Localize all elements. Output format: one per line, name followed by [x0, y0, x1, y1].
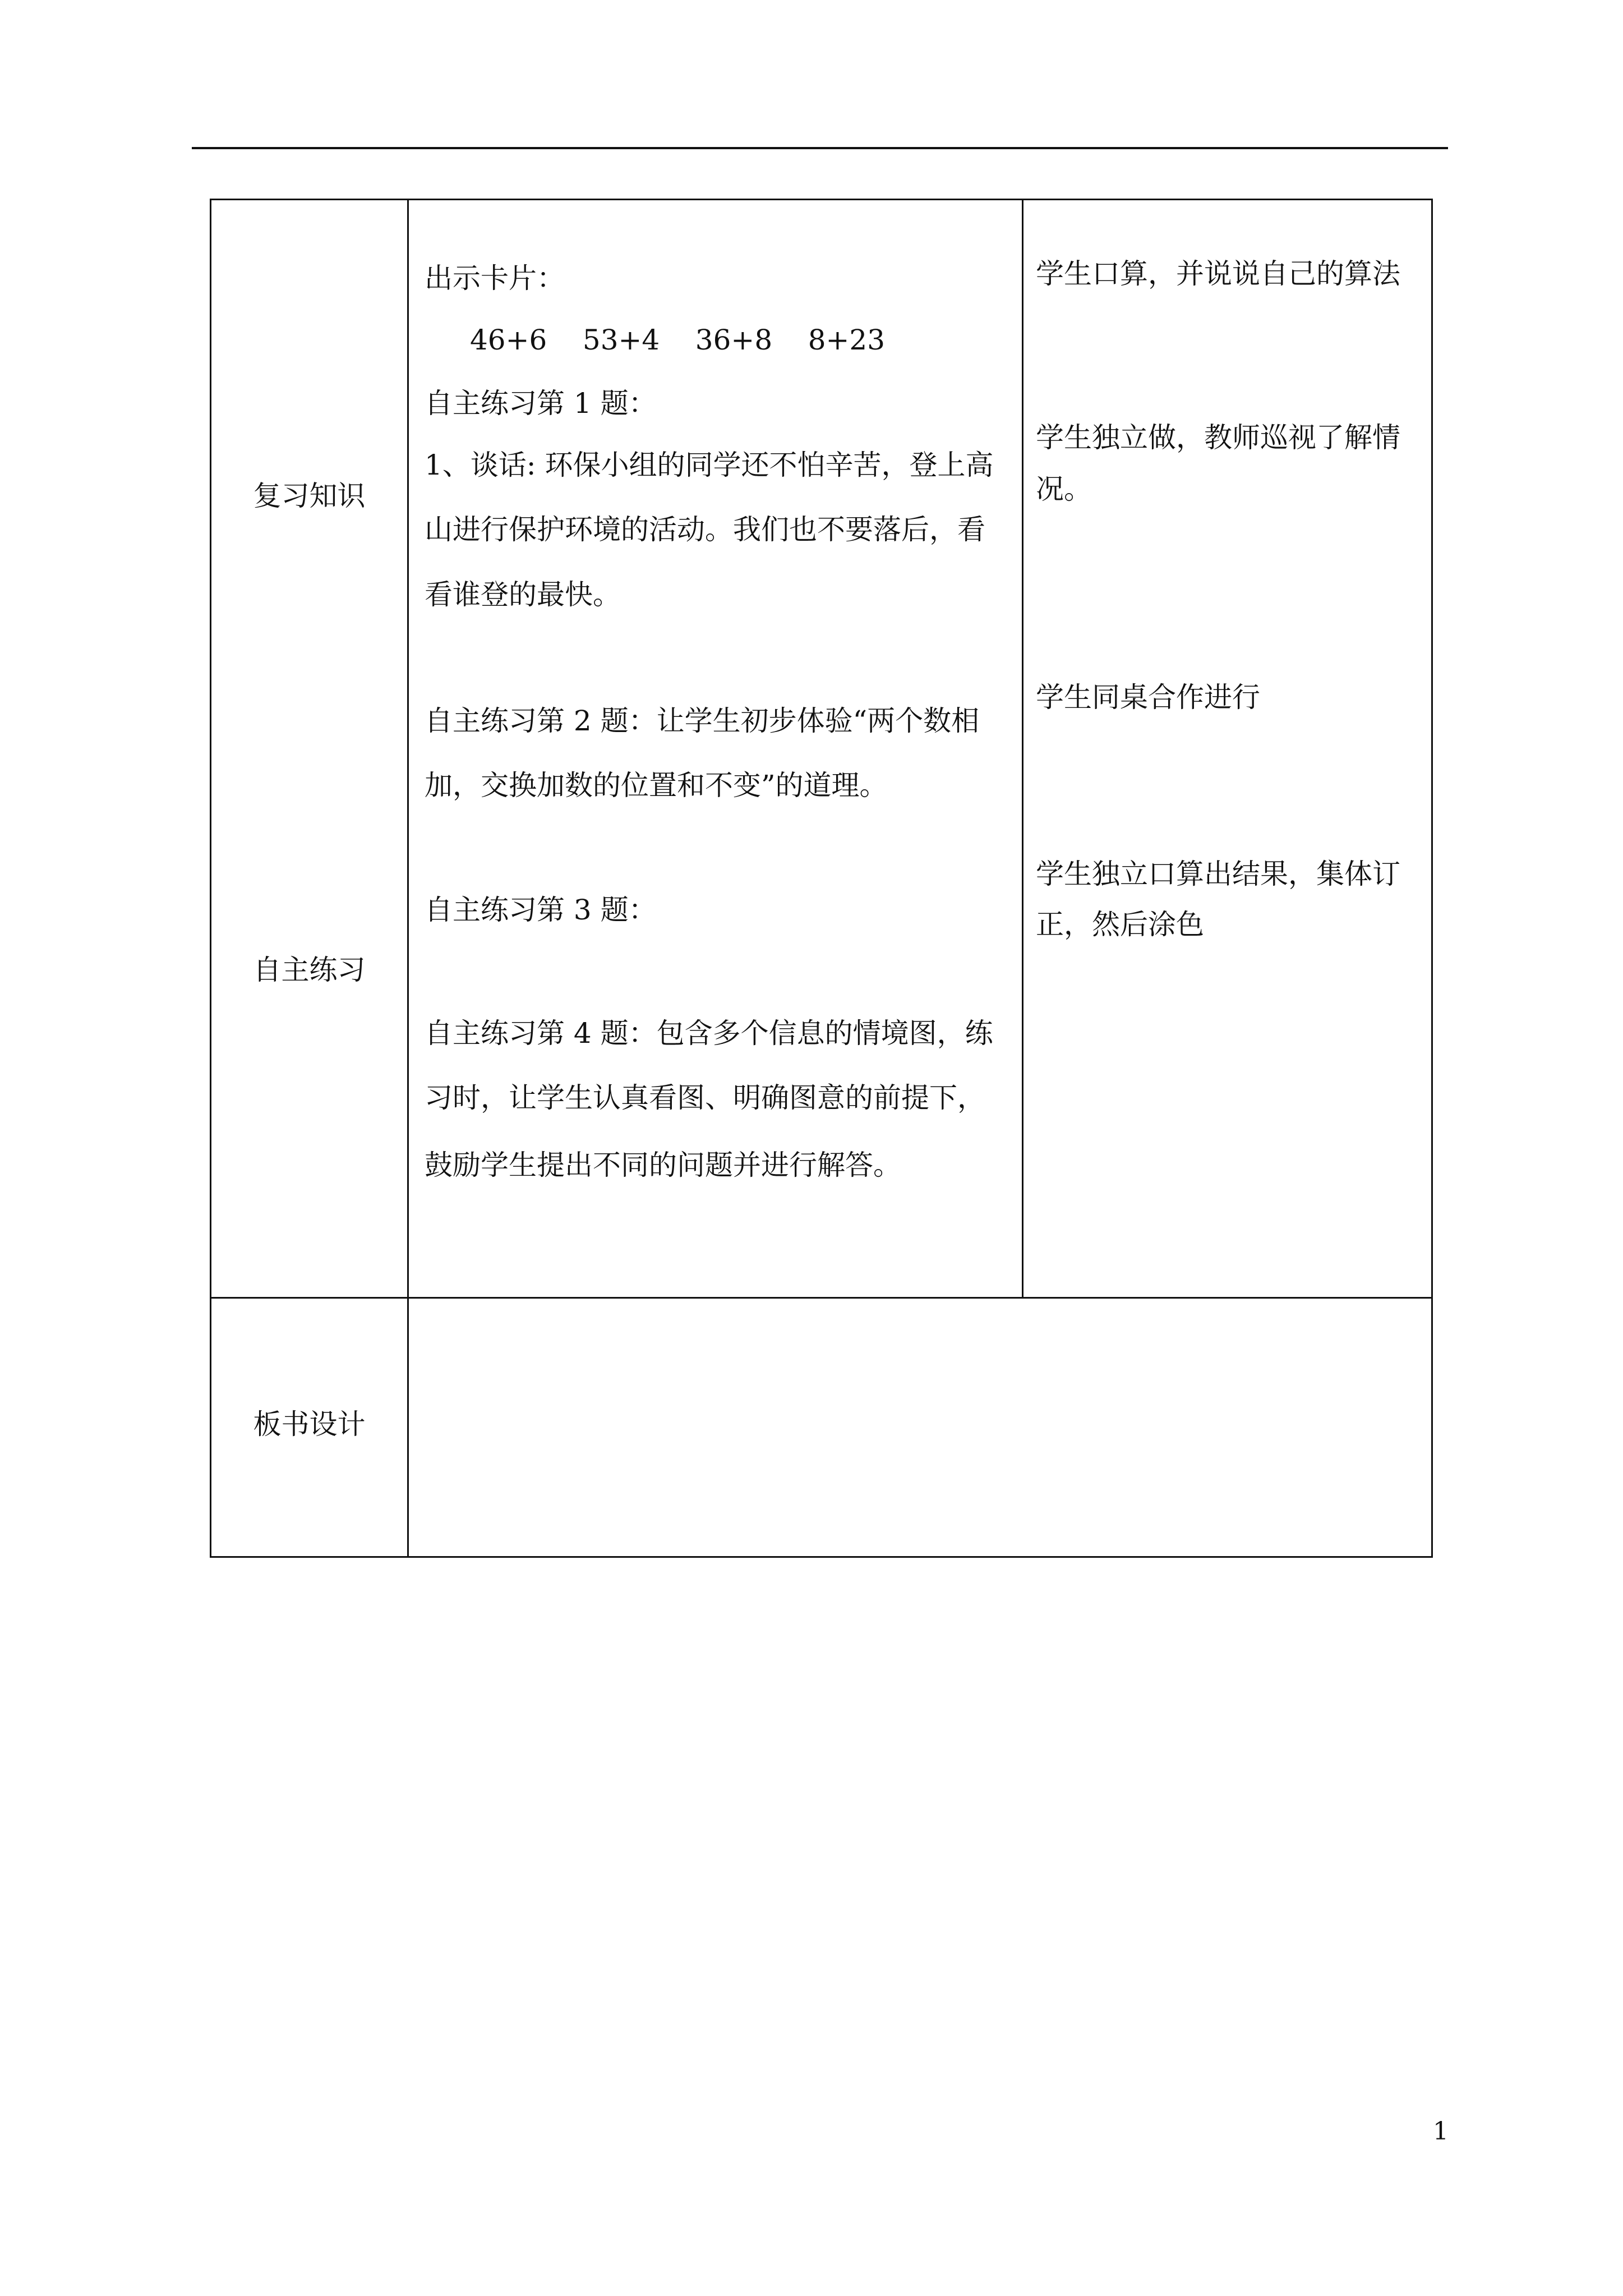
- exercise-1-line-3: 看谁登的最快。: [425, 578, 621, 611]
- card-problems-line: 46+6 53+4 36+8 8+23: [470, 324, 886, 356]
- review-practice-row: [211, 200, 1432, 1298]
- exercise-4-line-2: 习时，让学生认真看图、明确图意的前提下，: [425, 1082, 985, 1114]
- exercise-4-line-3: 鼓励学生提出不同的问题并进行解答。: [425, 1149, 901, 1181]
- activity-4-line-2: 正，然后涂色: [1036, 908, 1204, 941]
- activity-2-line-1: 学生独立做，教师巡视了解情: [1036, 421, 1400, 454]
- lesson-plan-table: [210, 199, 1433, 1558]
- board-design-row: [211, 1298, 1432, 1557]
- activity-1: 学生口算，并说说自己的算法: [1036, 257, 1400, 290]
- board-label: 板书设计: [253, 1408, 366, 1441]
- exercise-3-title: 自主练习第 3 题：: [425, 894, 657, 926]
- board-label-cell: [211, 1298, 408, 1557]
- header-rule: [192, 147, 1448, 149]
- review-label: 复习知识: [253, 480, 366, 512]
- board-design-content: [408, 1298, 1432, 1557]
- exercise-2-line-2: 加，交换加数的位置和不变”的道理。: [425, 769, 888, 802]
- page-number: 1: [1433, 2117, 1449, 2146]
- exercise-1-line-1: 1、谈话: 环保小组的同学还不怕辛苦，登上高: [425, 449, 994, 481]
- card-intro-line: 出示卡片：: [425, 262, 565, 295]
- teaching-content-cell: [408, 200, 1023, 1298]
- activity-3: 学生同桌合作进行: [1036, 681, 1260, 714]
- student-activity-cell: [1023, 200, 1432, 1298]
- activity-2-line-2: 况。: [1036, 473, 1092, 505]
- activity-4-line-1: 学生独立口算出结果，集体订: [1036, 858, 1400, 890]
- exercise-4-line-1: 自主练习第 4 题：包含多个信息的情境图，练: [425, 1017, 993, 1050]
- exercise-1-line-2: 山进行保护环境的活动。我们也不要落后，看: [425, 513, 985, 546]
- practice-label: 自主练习: [253, 954, 366, 986]
- exercise-1-title: 自主练习第 1 题：: [425, 387, 657, 420]
- section-label-cell: [211, 200, 408, 1298]
- exercise-2-line-1: 自主练习第 2 题：让学生初步体验“两个数相: [425, 705, 980, 737]
